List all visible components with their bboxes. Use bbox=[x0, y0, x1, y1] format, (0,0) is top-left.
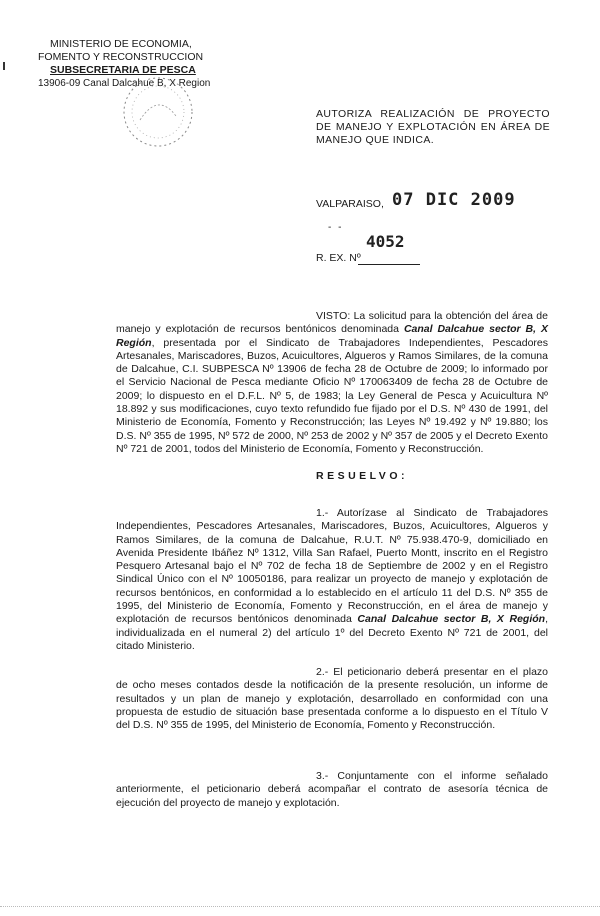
place-label: VALPARAISO, bbox=[316, 198, 384, 210]
rex-label: R. EX. Nº bbox=[316, 252, 361, 264]
article-1-lead: 1.- Autorízase al Sindicato de Trabajadores Independientes, Pescadores Artesanales, Mariscadores, Buzos, Acuicultores, Algueros y Ramos Similares, de la comuna de Dalcahue, R.U.T. Nº 75.938.470-9, domiciliado en Avenida Presidente Ibáñez Nº 1312, Villa San Rafael, Puerto Montt, inscrito en el Registro Pesquero Artesanal bajo el Nº 702 de fecha 18 de Septiembre de 2002 y en el Registro Sindical Único con el Nº 10050186, para realizar un proyecto de manejo y explotación de recursos bentónicos, en conformidad a lo establecido en el artículo 11 del D.S. Nº 355 de 1995, del Ministerio de Economía, Fomento y Reconstrucción, en el área de manejo y explotación de recursos bentónicos denominada bbox=[116, 507, 548, 626]
official-stamp-icon bbox=[118, 72, 198, 152]
resolution-number: 4052 bbox=[366, 232, 405, 251]
article-1-area-name: Canal Dalcahue sector B, X Región bbox=[357, 613, 546, 626]
subsecretaria-line: SUBSECRETARIA DE PESCA bbox=[50, 64, 196, 76]
article-1-rest: , individualizada en el numeral 2) del artículo 1º del Decreto Exento Nº 721 de 2001, del citado Ministerio. bbox=[116, 613, 548, 652]
resuelvo-heading: RESUELVO: bbox=[316, 470, 408, 482]
visto-lead: VISTO: La solicitud para la obtención del área de manejo y explotación de recursos bentónicos denominada bbox=[116, 310, 548, 336]
article-2-paragraph bbox=[116, 666, 548, 732]
margin-mark bbox=[3, 62, 5, 70]
resolution-subject: AUTORIZA REALIZACIÓN DE PROYECTO DE MANEJO Y EXPLOTACIÓN EN ÁREA DE MANEJO QUE INDICA. bbox=[316, 108, 550, 146]
rex-underline bbox=[358, 264, 420, 265]
visto-paragraph bbox=[116, 310, 548, 456]
article-3-text: 3.- Conjuntamente con el informe señalado anteriormente, el peticionario deberá acompañar el contrato de asesoría técnica de ejecución del proyecto de manejo y explotación. bbox=[116, 770, 548, 809]
visto-rest: , presentada por el Sindicato de Trabajadores Independientes, Pescadores Artesanales, Mariscadores, Buzos, Acuicultores, Algueros y Ramos Similares, de la comuna de Dalcahue, C.I. SUBPESCA Nº 13906 de fecha 28 de Octubre de 2009; lo informado por el Servicio Nacional de Pesca mediante Oficio Nº 170063409 de fecha 28 de Octubre de 2009; lo dispuesto en el D.F.L. Nº 5, de 1983; la Ley General de Pesca y Acuicultura Nº 18.892 y sus modificaciones, cuyo texto refundido fue fijado por el D.S. Nº 430 de 1991, del Ministerio de Economía, Fomento y Reconstrucción; las Leyes Nº 19.492 y Nº 19.880; los D.S. Nº 355 de 1995, Nº 572 de 2000, Nº 253 de 2002 y Nº 357 de 2005 y el Decreto Exento Nº 721 de 2001, todos del Ministerio de Economía, Fomento y Reconstrucción. bbox=[116, 336, 548, 455]
article-3-paragraph bbox=[116, 770, 548, 810]
article-2-text: 2.- El peticionario deberá presentar en el plazo de ocho meses contados desde la notificación de la presente resolución, un informe de resultados y un plan de manejo y explotación, desarrollado en conformidad con una propuesta de estudio de situación base presentada conforme a lo dispuesto en el Título V del D.S. Nº 355 de 1995, del Ministerio de Economía, Fomento y Reconstrucción. bbox=[116, 666, 548, 732]
file-reference: 13906-09 Canal Dalcahue B, X Region bbox=[38, 78, 211, 89]
visto-area-name: Canal Dalcahue sector B, X Región bbox=[116, 323, 549, 349]
page-bottom-edge bbox=[0, 906, 600, 908]
ministry-line: MINISTERIO DE ECONOMIA, bbox=[50, 38, 192, 50]
date-stamp: 07 DIC 2009 bbox=[392, 190, 516, 210]
article-1-paragraph bbox=[116, 507, 548, 653]
number-dashes: - - bbox=[328, 222, 344, 233]
ministry-line-2: FOMENTO Y RECONSTRUCCION bbox=[38, 51, 204, 63]
